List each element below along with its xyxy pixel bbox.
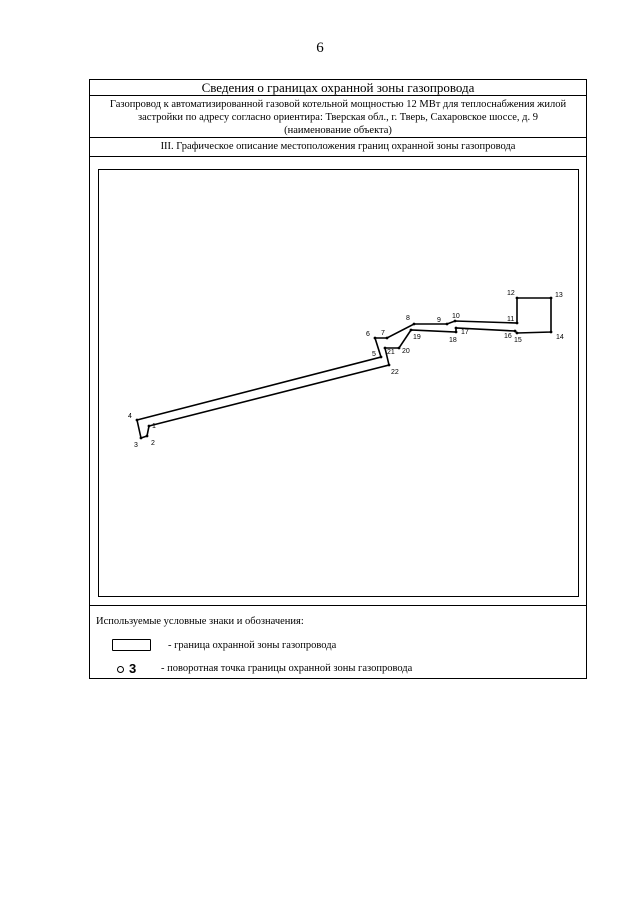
turning-point-marker	[455, 331, 458, 334]
turning-point-label: 4	[128, 413, 132, 420]
object-description	[90, 96, 586, 138]
turning-point-label: 22	[391, 369, 399, 376]
turning-point-marker	[410, 329, 413, 332]
turning-point-marker	[455, 327, 458, 330]
turning-point-marker	[146, 435, 149, 438]
turning-point-label: 8	[406, 315, 410, 322]
point-legend-text: - поворотная точка границы охранной зоны газопровода	[161, 663, 413, 674]
turning-point-label: 3	[134, 442, 138, 449]
point-symbol-number: 3	[129, 661, 137, 676]
point-symbol	[117, 661, 136, 676]
turning-point-label: 17	[461, 329, 469, 336]
turning-point-label: 19	[413, 334, 421, 341]
turning-point-marker	[514, 330, 517, 333]
document-frame	[89, 79, 587, 679]
turning-point-label: 2	[151, 440, 155, 447]
turning-point-label: 9	[437, 317, 441, 324]
zone-boundary-line	[137, 298, 551, 438]
turning-point-marker	[386, 337, 389, 340]
turning-point-label: 1	[152, 423, 156, 430]
turning-point-marker	[398, 347, 401, 350]
turning-point-marker	[374, 337, 377, 340]
legend-title: Используемые условные знаки и обозначения:	[96, 616, 304, 627]
boundary-symbol	[112, 639, 151, 651]
section-heading: III. Графическое описание местоположения границ охранной зоны газопровода	[90, 138, 586, 157]
turning-point-marker	[136, 419, 139, 422]
turning-point-marker	[446, 323, 449, 326]
turning-point-label: 13	[555, 292, 563, 299]
object-line-2: застройки по адресу согласно ориентира: Тверская обл., г. Тверь, Сахаровское шоссе, д. 9	[137, 112, 538, 123]
turning-point-marker	[516, 322, 519, 325]
turning-point-marker	[550, 331, 553, 334]
turning-point-label: 6	[366, 331, 370, 338]
object-caption: (наименование объекта)	[284, 125, 392, 136]
turning-point-marker	[384, 347, 387, 350]
turning-point-label: 10	[452, 313, 460, 320]
document-title: Сведения о границах охранной зоны газопровода	[90, 80, 586, 96]
turning-point-marker	[454, 320, 457, 323]
turning-point-label: 7	[381, 330, 385, 337]
turning-point-marker	[516, 332, 519, 335]
turning-point-label: 14	[556, 334, 564, 341]
turning-point-label: 11	[507, 316, 515, 323]
turning-point-label: 21	[387, 349, 395, 356]
turning-point-label: 5	[372, 351, 376, 358]
legend	[90, 606, 586, 678]
boundary-map	[99, 170, 578, 596]
turning-point-label: 12	[507, 290, 515, 297]
map-frame	[98, 169, 579, 597]
turning-point-marker	[140, 437, 143, 440]
drawing-area	[90, 157, 586, 606]
turning-point-label: 16	[504, 333, 512, 340]
turning-point-label: 18	[449, 337, 457, 344]
boundary-legend-text: - граница охранной зоны газопровода	[168, 640, 337, 651]
turning-point-marker	[388, 364, 391, 367]
turning-point-marker	[148, 425, 151, 428]
turning-point-marker	[550, 297, 553, 300]
turning-point-marker	[516, 297, 519, 300]
turning-point-label: 20	[402, 348, 410, 355]
turning-point-marker	[380, 356, 383, 359]
object-line-1: Газопровод к автоматизированной газовой котельной мощностью 12 МВт для теплоснабжения жилой	[109, 99, 567, 110]
page-number: 6	[316, 40, 324, 56]
point-circle-icon	[117, 666, 124, 673]
turning-point-marker	[413, 323, 416, 326]
turning-point-label: 15	[514, 337, 522, 344]
